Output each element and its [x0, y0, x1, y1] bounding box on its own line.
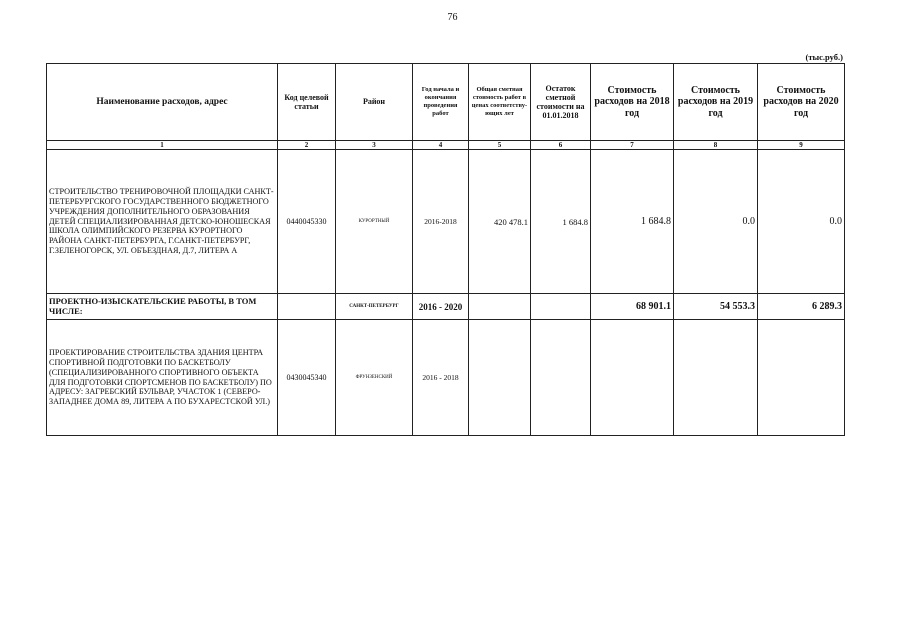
row-name: ПРОЕКТИРОВАНИЕ СТРОИТЕЛЬСТВА ЗДАНИЯ ЦЕНТРА СПОРТИВНОЙ ПОДГОТОВКИ ПО БАСКЕТБОЛУ (СПЕЦИАЛИЗИРОВАННОГО СПОРТИВНОГО ОБЪЕКТА ДЛЯ ПОДГОТОВКИ СПОРТСМЕНОВ ПО БАСКЕТБОЛУ) ПО АДРЕСУ: ЗАГРЕБСКИЙ БУЛЬВАР, УЧАСТОК 1 (СЕВЕРО-ЗАПАДНЕЕ ДОМА 89, ЛИТЕРА А ПО БУХАРЕСТСКОЙ УЛ.): [47, 320, 278, 436]
row-code: [278, 294, 336, 320]
header-cost-2019: Стоимость расходов на 2019 год: [674, 64, 758, 141]
row-period: 2016-2018: [413, 150, 469, 294]
header-period: Год начала и окончания проведения работ: [413, 64, 469, 141]
units-label: (тыс.руб.): [805, 52, 843, 62]
row-remainder: [531, 320, 591, 436]
header-cost-2018: Стоимость расходов на 2018 год: [591, 64, 674, 141]
row-total-cost: [469, 320, 531, 436]
column-number: 9: [758, 141, 845, 150]
header-code: Код целевой статьи: [278, 64, 336, 141]
row-cost-2020: 6 289.3: [758, 294, 845, 320]
row-cost-2018: [591, 320, 674, 436]
row-total-cost: 420 478.1: [469, 150, 531, 294]
row-cost-2020: [758, 320, 845, 436]
table-row: [47, 320, 845, 436]
header-remainder: Остаток сметной стоимости на 01.01.2018: [531, 64, 591, 141]
header-total-cost: Общая сметная стоимость работ в ценах соответству-ющих лет: [469, 64, 531, 141]
row-code: 0430045340: [278, 320, 336, 436]
row-district: САНКТ-ПЕТЕРБУРГ: [336, 294, 413, 320]
row-cost-2019: 0.0: [674, 150, 758, 294]
row-remainder: 1 684.8: [531, 150, 591, 294]
row-period: 2016 - 2020: [413, 294, 469, 320]
header-cost-2020: Стоимость расходов на 2020 год: [758, 64, 845, 141]
column-number: 6: [531, 141, 591, 150]
row-cost-2018: 1 684.8: [591, 150, 674, 294]
row-district: КУРОРТНЫЙ: [336, 150, 413, 294]
budget-table: [46, 63, 845, 436]
header-row: [47, 64, 845, 141]
column-number: 8: [674, 141, 758, 150]
column-number: 3: [336, 141, 413, 150]
row-cost-2018: 68 901.1: [591, 294, 674, 320]
row-cost-2019: 54 553.3: [674, 294, 758, 320]
table-row: [47, 150, 845, 294]
row-code: 0440045330: [278, 150, 336, 294]
page-number: 76: [447, 12, 458, 23]
column-number: 4: [413, 141, 469, 150]
row-name: СТРОИТЕЛЬСТВО ТРЕНИРОВОЧНОЙ ПЛОЩАДКИ САНКТ-ПЕТЕРБУРГСКОГО ГОСУДАРСТВЕННОГО БЮДЖЕТНОГО УЧРЕЖДЕНИЯ ДОПОЛНИТЕЛЬНОГО ОБРАЗОВАНИЯ ДЕТЕЙ СПЕЦИАЛИЗИРОВАННАЯ ДЕТСКО-ЮНОШЕСКАЯ ШКОЛА ОЛИМПИЙСКОГО РЕЗЕРВА КУРОРТНОГО РАЙОНА САНКТ-ПЕТЕРБУРГА, Г.САНКТ-ПЕТЕРБУРГ, Г.ЗЕЛЕНОГОРСК, УЛ. ОБЪЕЗДНАЯ, Д.7, ЛИТЕРА А: [47, 150, 278, 294]
row-name: ПРОЕКТНО-ИЗЫСКАТЕЛЬСКИЕ РАБОТЫ, В ТОМ ЧИСЛЕ:: [47, 294, 278, 320]
row-period: 2016 - 2018: [413, 320, 469, 436]
table-row-subtotal: [47, 294, 845, 320]
row-cost-2020: 0.0: [758, 150, 845, 294]
header-name: Наименование расходов, адрес: [47, 64, 278, 141]
column-number-row: [47, 141, 845, 150]
row-total-cost: [469, 294, 531, 320]
row-district: ФРУНЗЕНСКИЙ: [336, 320, 413, 436]
row-cost-2019: [674, 320, 758, 436]
row-remainder: [531, 294, 591, 320]
column-number: 5: [469, 141, 531, 150]
column-number: 7: [591, 141, 674, 150]
column-number: 1: [47, 141, 278, 150]
column-number: 2: [278, 141, 336, 150]
header-district: Район: [336, 64, 413, 141]
